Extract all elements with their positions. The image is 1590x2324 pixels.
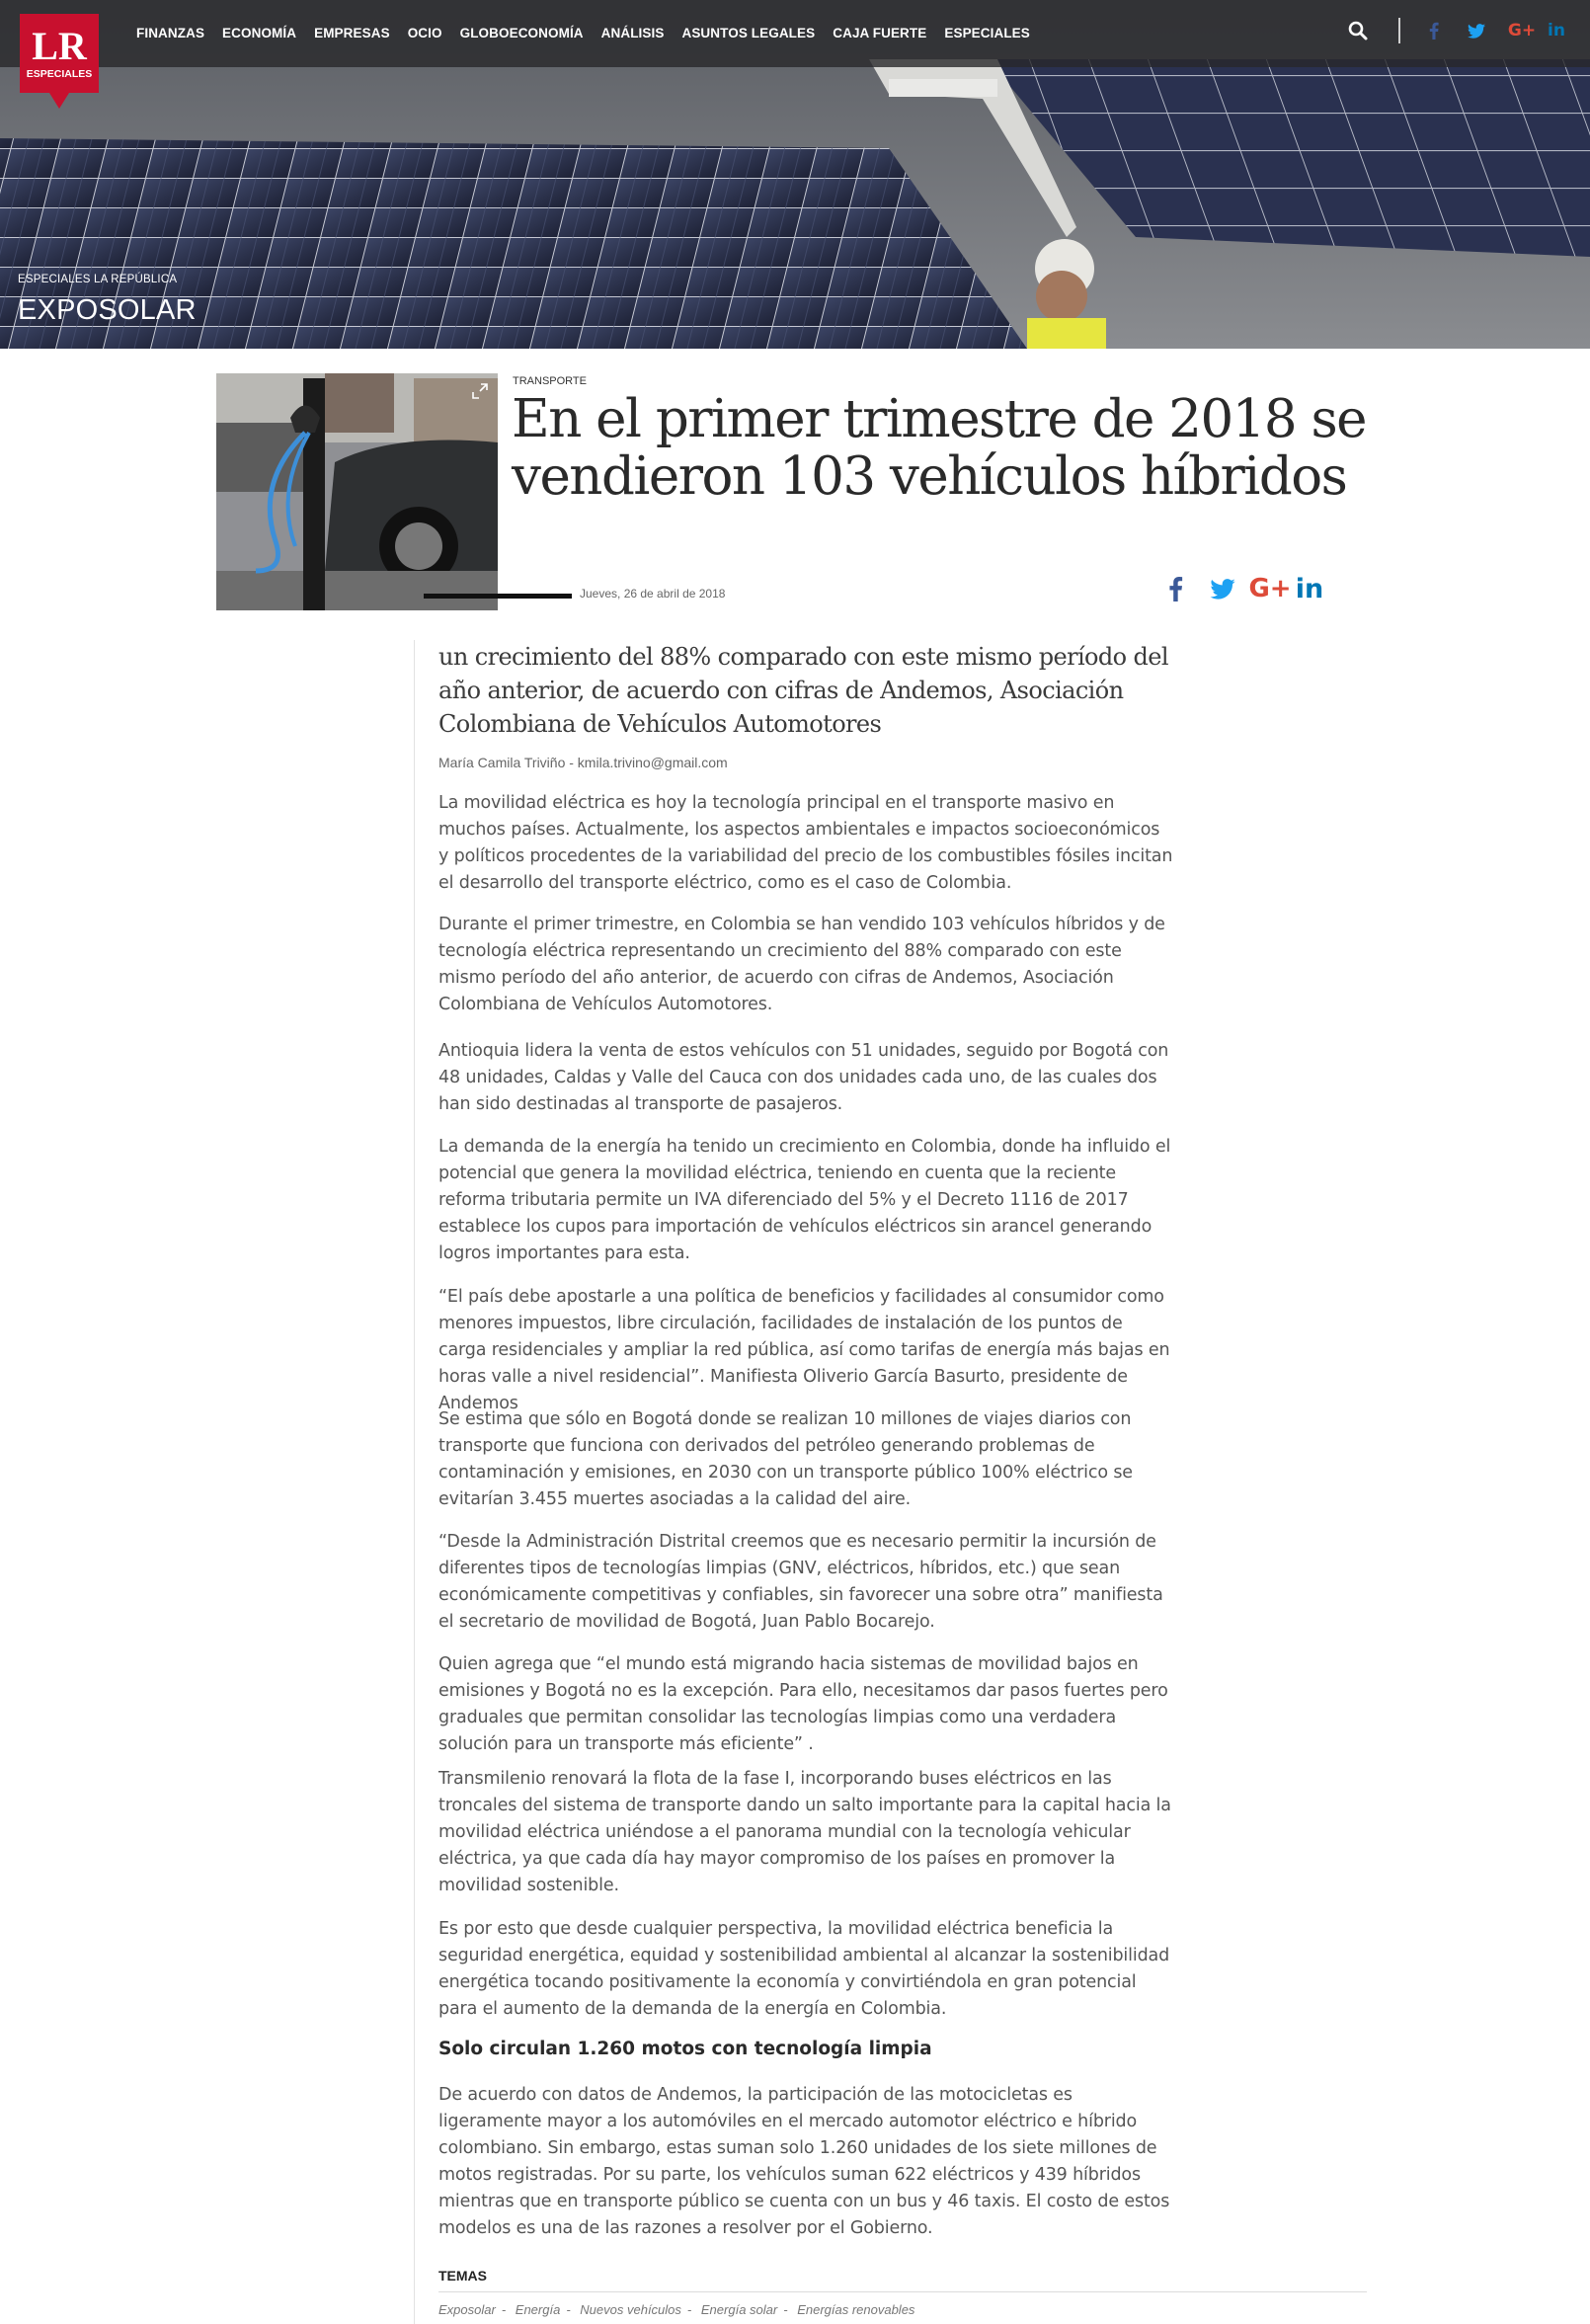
article-author[interactable]: María Camila Triviño - kmila.trivino@gmail.com <box>438 755 728 770</box>
expand-icon[interactable] <box>470 381 490 401</box>
nav-item-ocio[interactable]: OCIO <box>407 25 442 40</box>
share-facebook-icon[interactable] <box>1159 573 1191 604</box>
topbar-divider <box>1398 18 1400 43</box>
article-paragraph: Transmilenio renovará la flota de la fase I, incorporando buses eléctricos en las troncales del sistema de transporte dando un salto importante para la capital hacia la movilidad eléctrica uniéndose a el panorama mundial con la tecnología vehicular eléctrica, ya que cada día hay mayor compromiso de los países en promover la movilidad sostenible. <box>438 1769 1171 1895</box>
article-paragraph: Es por esto que desde cualquier perspectiva, la movilidad eléctrica beneficia la seguridad energética, equidad y sostenibilidad ambiental al alcanzar la sostenibilidad energética tocando positivamente la economía y convirtiéndola en gran potencial para el aumento de la demanda de la energía en Colombia. <box>438 1919 1170 2019</box>
nav-item-especiales[interactable]: ESPECIALES <box>944 25 1030 40</box>
nav-item-economia[interactable]: ECONOMÍA <box>222 25 297 40</box>
nav-item-caja-fuerte[interactable]: CAJA FUERTE <box>833 25 927 40</box>
nav-item-empresas[interactable]: EMPRESAS <box>314 25 390 40</box>
article-paragraph: La movilidad eléctrica es hoy la tecnología principal en el transporte masivo en muchos países. Actualmente, los aspectos ambientales e impactos socioeconómicos y políticos procedentes de la variabilidad del precio de los combustibles fósiles incitan el desarrollo del transporte eléctrico, como es el caso de Colombia. <box>438 793 1173 893</box>
header-accent-bar <box>424 594 572 599</box>
article-paragraph: Se estima que sólo en Bogotá donde se realizan 10 millones de viajes diarios con transporte que funciona con derivados del petróleo generando problemas de contaminación y emisiones, en 2030 con un transporte público 100% eléctrico se evitarían 3.455 muertes asociadas a la calidad del aire. <box>438 1409 1133 1509</box>
article-paragraph: Antioquia lidera la venta de estos vehículos con 51 unidades, seguido por Bogotá con 48 unidades, Caldas y Valle del Cauca con dos unidades cada uno, de las cuales dos han sido destinadas al transporte de pasajeros. <box>438 1041 1169 1114</box>
article-paragraph: Quien agrega que “el mundo está migrando hacia sistemas de movilidad bajos en emisiones y Bogotá no es la excepción. Para ello, necesitamos dar pasos fuertes pero graduales que permitan consolidar las tecnologías limpias como una verdadera solución para un transporte más eficiente” . <box>438 1654 1168 1754</box>
article-date: Jueves, 26 de abril de 2018 <box>580 587 726 601</box>
search-icon[interactable] <box>1347 20 1369 41</box>
section-kicker: ESPECIALES LA REPÚBLICA <box>18 274 178 285</box>
nav-item-finanzas[interactable]: FINANZAS <box>136 25 205 40</box>
share-linkedin-icon[interactable]: in <box>1295 573 1324 604</box>
tag-link[interactable]: Energía <box>515 2302 561 2317</box>
facebook-icon[interactable] <box>1422 20 1446 41</box>
article-subheading: Solo circulan 1.260 motos con tecnología limpia <box>438 2039 932 2059</box>
article-left-rule <box>414 640 415 2324</box>
section-title[interactable]: EXPOSOLAR <box>18 294 197 326</box>
nav-item-globoeconomia[interactable]: GLOBOECONOMÍA <box>459 25 584 40</box>
tag-link[interactable]: Energía solar <box>700 2302 778 2317</box>
tag-link[interactable]: Exposolar <box>438 2302 496 2317</box>
article-paragraph: De acuerdo con datos de Andemos, la participación de las motocicletas es ligeramente mayor a los automóviles en el mercado automotor eléctrico e híbrido colombiano. Sin embargo, estas suman solo 1.260 unidades de los siete millones de motos registradas. Por su parte, los vehículos suman 622 eléctricos y 439 híbridos mientras que en transporte público se cuenta con un bus y 46 taxis. El costo de estos modelos es una de las razones a resolver por el Gobierno. <box>438 2085 1170 2238</box>
share-twitter-icon[interactable] <box>1207 573 1238 604</box>
top-navigation-bar <box>0 0 1590 80</box>
lr-especiales-logo[interactable] <box>20 14 99 113</box>
article-paragraph: “Desde la Administración Distrital creemos que es necesario permitir la incursión de diferentes tipos de tecnologías limpias (GNV, eléctricos, híbridos, etc.) que sean económicamente competitivas y confiables, sin favorecer una sobre otra” manifiesta el secretario de movilidad de Bogotá, Juan Pablo Bocarejo. <box>438 1532 1163 1632</box>
linkedin-icon[interactable]: in <box>1548 21 1565 40</box>
tag-link[interactable]: Nuevos vehículos <box>580 2302 681 2317</box>
main-nav <box>136 0 1048 65</box>
logo-especiales-text: ESPECIALES <box>26 68 93 80</box>
temas-divider <box>438 2291 1367 2292</box>
twitter-icon[interactable] <box>1465 20 1488 41</box>
temas-list: Exposolar - Energía - Nuevos vehículos - Energía solar - Energías renovables <box>438 2302 915 2317</box>
article-paragraph: La demanda de la energía ha tenido un crecimiento en Colombia, donde ha influido el potencial que genera la movilidad eléctrica, teniendo en cuenta que la reciente reforma tributaria permite un IVA diferenciado del 5% y el Decreto 1116 de 2017 establece los cupos para importación de vehículos eléctricos sin arancel generando logros importantes para esta. <box>438 1137 1171 1263</box>
article-lead: un crecimiento del 88% comparado con este mismo período del año anterior, de acuerdo con cifras de Andemos, Asociación Colombiana de Vehículos Automotores <box>438 643 1168 738</box>
tag-link[interactable]: Energías renovables <box>797 2302 915 2317</box>
share-google-plus-icon[interactable]: G+ <box>1248 574 1292 603</box>
article-category[interactable]: TRANSPORTE <box>513 375 587 387</box>
hero-banner <box>0 0 1590 349</box>
temas-label: TEMAS <box>438 2268 487 2284</box>
article-headline: En el primer trimestre de 2018 se vendieron 103 vehículos híbridos <box>512 389 1367 507</box>
google-plus-icon[interactable]: G+ <box>1507 21 1537 40</box>
nav-item-analisis[interactable]: ANÁLISIS <box>600 25 665 40</box>
nav-item-asuntos-legales[interactable]: ASUNTOS LEGALES <box>681 25 816 40</box>
article-paragraph: “El país debe apostarle a una política de beneficios y facilidades al consumidor como menores impuestos, libre circulación, facilidades de instalación de los puntos de carga residenciales y ampliar la red pública, así como tarifas de energía más bajas en horas valle a nivel residencial”. Manifiesta Oliverio García Basurto, presidente de Andemos <box>438 1287 1170 1413</box>
article-image[interactable] <box>216 373 498 610</box>
logo-lr-text: LR <box>32 24 87 68</box>
article-paragraph: Durante el primer trimestre, en Colombia se han vendido 103 vehículos híbridos y de tecnología eléctrica representando un crecimiento del 88% comparado con este mismo período del año anterior, de acuerdo con cifras de Andemos, Asociación Colombiana de Vehículos Automotores. <box>438 915 1165 1014</box>
